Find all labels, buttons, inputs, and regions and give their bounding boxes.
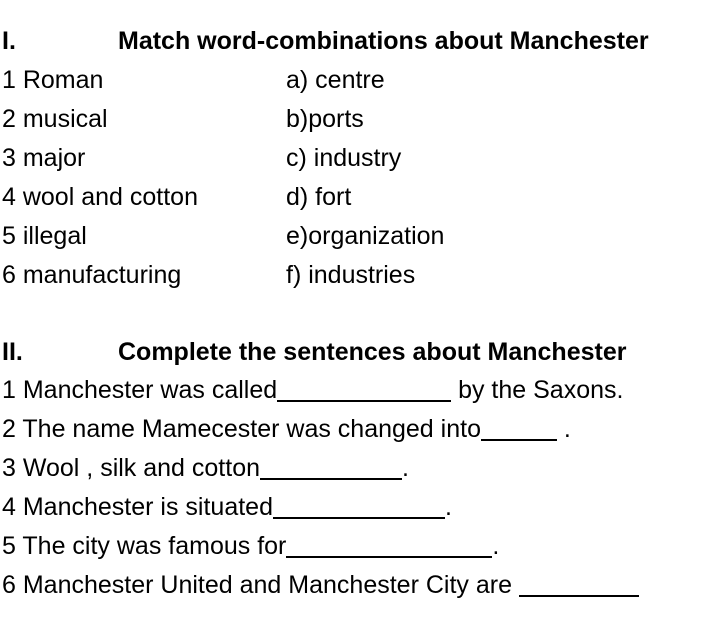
answer-blank[interactable] xyxy=(273,491,445,519)
section1-heading xyxy=(2,22,649,61)
section2-title: Complete the sentences about Manchester xyxy=(118,338,627,366)
sentence-ending: . xyxy=(402,454,409,482)
answer-blank[interactable] xyxy=(481,413,557,441)
match-row xyxy=(2,217,444,256)
match-right: b)ports xyxy=(286,105,364,133)
sentence-text: 5 The city was famous for xyxy=(2,532,287,560)
match-left: 6 manufacturing xyxy=(2,261,182,289)
match-left: 3 major xyxy=(2,144,86,172)
match-right: a) centre xyxy=(286,66,385,94)
section1-title: Match word-combinations about Manchester xyxy=(118,27,649,55)
match-row xyxy=(2,61,385,100)
section1-numeral: I. xyxy=(2,27,16,55)
match-right: d) fort xyxy=(286,183,352,211)
sentence-text: 1 Manchester was called xyxy=(2,376,278,404)
answer-blank[interactable] xyxy=(277,374,451,402)
answer-blank[interactable] xyxy=(286,530,492,558)
match-row xyxy=(2,100,364,139)
sentence-row xyxy=(2,566,720,605)
sentence-ending: . xyxy=(444,493,452,521)
sentence-ending: . xyxy=(556,415,571,443)
answer-blank[interactable] xyxy=(519,569,639,597)
sentence-text: 2 The name Mamecester was changed into xyxy=(2,415,481,443)
match-left: 5 illegal xyxy=(2,222,87,250)
sentence-text: 4 Manchester is situated xyxy=(2,493,273,521)
sentence-ending: by the Saxons. xyxy=(451,376,624,404)
match-row xyxy=(2,256,415,295)
match-row xyxy=(2,139,401,178)
sentence-text: 3 Wool , silk and cotton xyxy=(2,454,261,482)
match-left: 1 Roman xyxy=(2,66,104,94)
sentence-ending: . xyxy=(492,532,500,560)
sentence-row xyxy=(2,527,499,566)
section2-heading xyxy=(2,333,626,372)
section2-numeral: II. xyxy=(2,338,23,366)
match-right: e)organization xyxy=(286,222,445,250)
sentence-row xyxy=(2,488,452,527)
match-left: 2 musical xyxy=(2,105,108,133)
match-right: f) industries xyxy=(286,261,416,289)
match-left: 4 wool and cotton xyxy=(2,183,198,211)
answer-blank[interactable] xyxy=(260,452,402,480)
sentence-row xyxy=(2,449,409,488)
match-right: c) industry xyxy=(286,144,402,172)
sentence-row xyxy=(2,371,623,410)
sentence-text: 6 Manchester United and Manchester City are xyxy=(2,571,519,599)
match-row xyxy=(2,178,351,217)
sentence-row xyxy=(2,410,571,449)
